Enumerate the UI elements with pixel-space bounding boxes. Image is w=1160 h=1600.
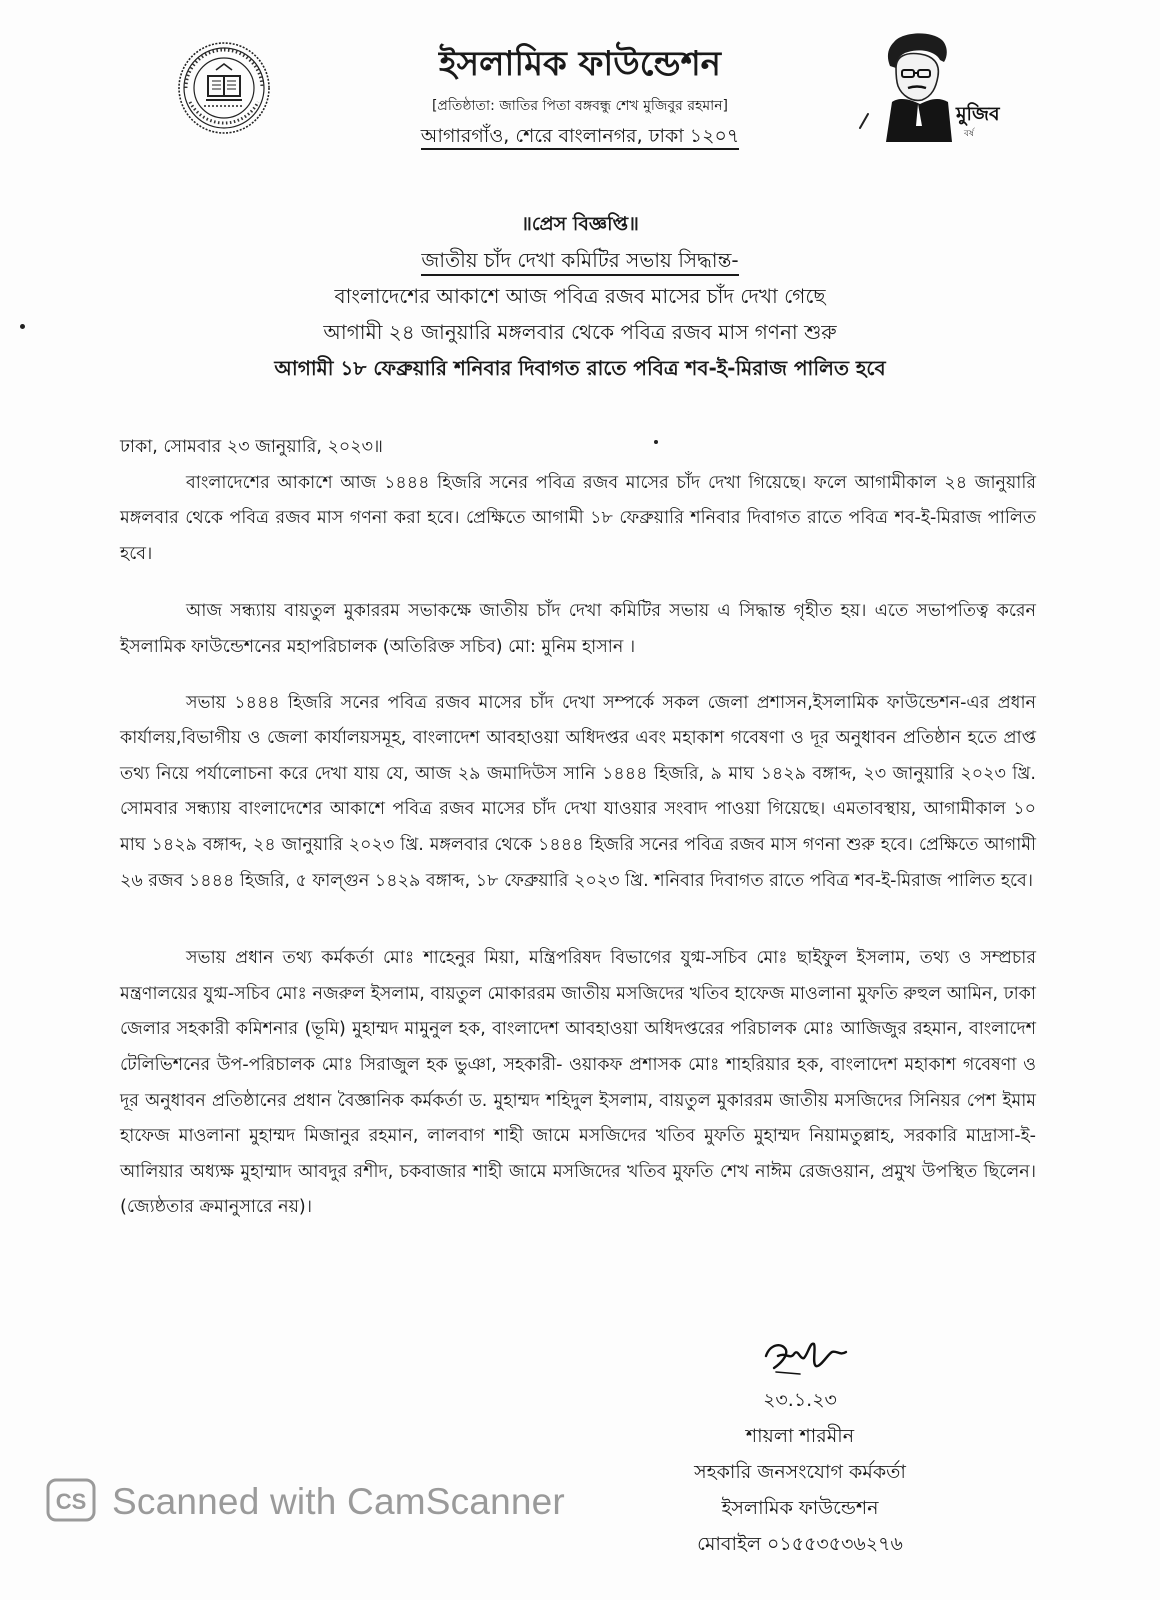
headline-moon-sighted: বাংলাদেশের আকাশে আজ পবিত্র রজব মাসের চাঁদ দেখা গেছে [334, 284, 826, 308]
mujib-centenary-emblem-icon [856, 30, 1006, 142]
handwritten-signature [756, 1330, 856, 1384]
signatory-mobile: মোবাইল ০১৫৫৩৫৩৬২৭৬ [697, 1533, 903, 1555]
press-release-heading [150, 206, 1010, 386]
organization-address [300, 122, 860, 150]
islamic-foundation-seal-icon [176, 40, 272, 136]
dateline: ঢাকা, সোমবার ২৩ জানুয়ারি, ২০২৩॥ [120, 437, 383, 457]
scan-speck [20, 324, 25, 329]
press-release-label: ॥প্রেস বিজ্ঞপ্তি॥ [521, 213, 639, 235]
committee-decision-line [150, 242, 1010, 278]
paragraph-4: সভায় প্রধান তথ্য কর্মকর্তা মোঃ শাহেনুর মিয়া, মন্ত্রিপরিষদ বিভাগের যুগ্ম-সচিব মোঃ ছাইফুল ইসলাম, তথ্য ও সম্প্রচার মন্ত্রণালয়ের যুগ্ম-সচিব মোঃ নজরুল ইসলাম, বায়তুল মোকাররম জাতীয় মসজিদের খতিব হাফেজ মাওলানা মুফতি রুহুল আমিন, ঢাকা জেলার সহকারী কমিশনার (ভূমি) মুহাম্মদ মামুনুল হক, বাংলাদেশ আবহাওয়া অধিদপ্তরের পরিচালক মোঃ আজিজুর রহমান, বাংলাদেশ টেলিভিশনের উপ-পরিচালক মোঃ সিরাজুল হক ভুঞা, সহকারী- ওয়াকফ প্রশাসক মোঃ শাহরিয়ার হক, বাংলাদেশ মহাকাশ গবেষণা ও দূর অনুধাবন প্রতিষ্ঠানের প্রধান বৈজ্ঞানিক কর্মকর্তা ড. মুহাম্মদ শহিদুল ইসলাম, বায়তুল মুকাররম জাতীয় মসজিদের সিনিয়র পেশ ইমাম হাফেজ মাওলানা মুহাম্মদ মিজানুর রহমান, লালবাগ শাহী জামে মসজিদের খতিব মুফতি মুহাম্মদ নিয়ামতুল্লাহ, সরকারি মাদ্রাসা-ই-আলিয়ার অধ্যক্ষ মুহাম্মাদ আবদুর রশীদ, চকবাজার শাহী জামে মসজিদের খতিব মুফতি শেখ নাঈম রেজওয়ান, প্রমুখ উপস্থিত ছিলেন। (জ্যেষ্ঠতার ক্রমানুসারে নয়)। [120, 948, 1036, 1218]
signature-date: ২৩.১.২৩ [763, 1389, 837, 1411]
signatory-name: শায়লা শারমীন [745, 1425, 855, 1447]
svg-text:বর্ষ: বর্ষ [964, 129, 974, 139]
paragraph-1: বাংলাদেশের আকাশে আজ ১৪৪৪ হিজরি সনের পবিত্র রজব মাসের চাঁদ দেখা গিয়েছে। ফলে আগামীকাল ২৪ জানুয়ারি মঙ্গলবার থেকে পবিত্র রজব মাস গণনা করা হবে। প্রেক্ষিতে আগামী ১৮ ফেব্রুয়ারি শনিবার দিবাগত রাতে পবিত্র শব-ই-মিরাজ পালিত হবে। [120, 472, 1036, 564]
press-release-body [120, 430, 1036, 1226]
signatory-designation: সহকারি জনসংযোগ কর্মকর্তা [694, 1461, 906, 1483]
emblem-wordmark: মুজিব [956, 103, 1000, 125]
founder-line: [প্রতিষ্ঠাতা: জাতির পিতা বঙ্গবন্ধু শেখ মুজিবুর রহমান] [431, 98, 729, 114]
camscanner-logo-text: CS [55, 1489, 87, 1514]
signature-block [640, 1382, 960, 1562]
committee-decision-text: জাতীয় চাঁদ দেখা কমিটির সভায় সিদ্ধান্ত- [421, 248, 738, 276]
paragraph-2: আজ সন্ধ্যায় বায়তুল মুকাররম সভাকক্ষে জাতীয় চাঁদ দেখা কমিটির সভায় এ সিদ্ধান্ত গৃহীত হয়। এতে সভাপতিত্ব করেন ইসলামিক ফাউন্ডেশনের মহাপরিচালক (অতিরিক্ত সচিব) মো: মুনিম হাসান । [120, 601, 1036, 657]
headline-shab-e-miraj: আগামী ১৮ ফেব্রুয়ারি শনিবার দিবাগত রাতে পবিত্র শব-ই-মিরাজ পালিত হবে [274, 356, 886, 380]
headline-rajab-start: আগামী ২৪ জানুয়ারি মঙ্গলবার থেকে পবিত্র রজব মাস গণনা শুরু [323, 320, 837, 344]
address-text: আগারগাঁও, শেরে বাংলানগর, ঢাকা ১২০৭ [421, 125, 739, 150]
camscanner-watermark: Scanned with CamScanner [112, 1481, 565, 1522]
camscanner-logo-icon [46, 1478, 96, 1522]
paragraph-3: সভায় ১৪৪৪ হিজরি সনের পবিত্র রজব মাসের চাঁদ দেখা সম্পর্কে সকল জেলা প্রশাসন,ইসলামিক ফাউন্ডেশন-এর প্রধান কার্যালয়,বিভাগীয় ও জেলা কার্যালয়সমূহ, বাংলাদেশ আবহাওয়া অধিদপ্তর এবং মহাকাশ গবেষণা ও দূর অনুধাবন প্রতিষ্ঠান হতে প্রাপ্ত তথ্য নিয়ে পর্যালোচনা করে দেখা যায় যে, আজ ২৯ জমাদিউস সানি ১৪৪৪ হিজরি, ৯ মাঘ ১৪২৯ বঙ্গাব্দ, ২৩ জানুয়ারি ২০২৩ খ্রি. সোমবার সন্ধ্যায় বাংলাদেশের আকাশে পবিত্র রজব মাসের চাঁদ দেখা যাওয়ার সংবাদ পাওয়া গিয়েছে। এমতাবস্থায়, আগামীকাল ১০ মাঘ ১৪২৯ বঙ্গাব্দ, ২৪ জানুয়ারি ২০২৩ খ্রি. মঙ্গলবার থেকে ১৪৪৪ হিজরি সনের পবিত্র রজব মাস গণনা শুরু হবে। প্রেক্ষিতে আগামী ২৬ রজব ১৪৪৪ হিজরি, ৫ ফাল্গুন ১৪২৯ বঙ্গাব্দ, ১৮ ফেব্রুয়ারি ২০২৩ খ্রি. শনিবার দিবাগত রাতে পবিত্র শব-ই-মিরাজ পালিত হবে। [120, 692, 1036, 891]
signatory-organization: ইসলামিক ফাউন্ডেশন [721, 1497, 879, 1519]
organization-name: ইসলামিক ফাউন্ডেশন [439, 44, 721, 84]
